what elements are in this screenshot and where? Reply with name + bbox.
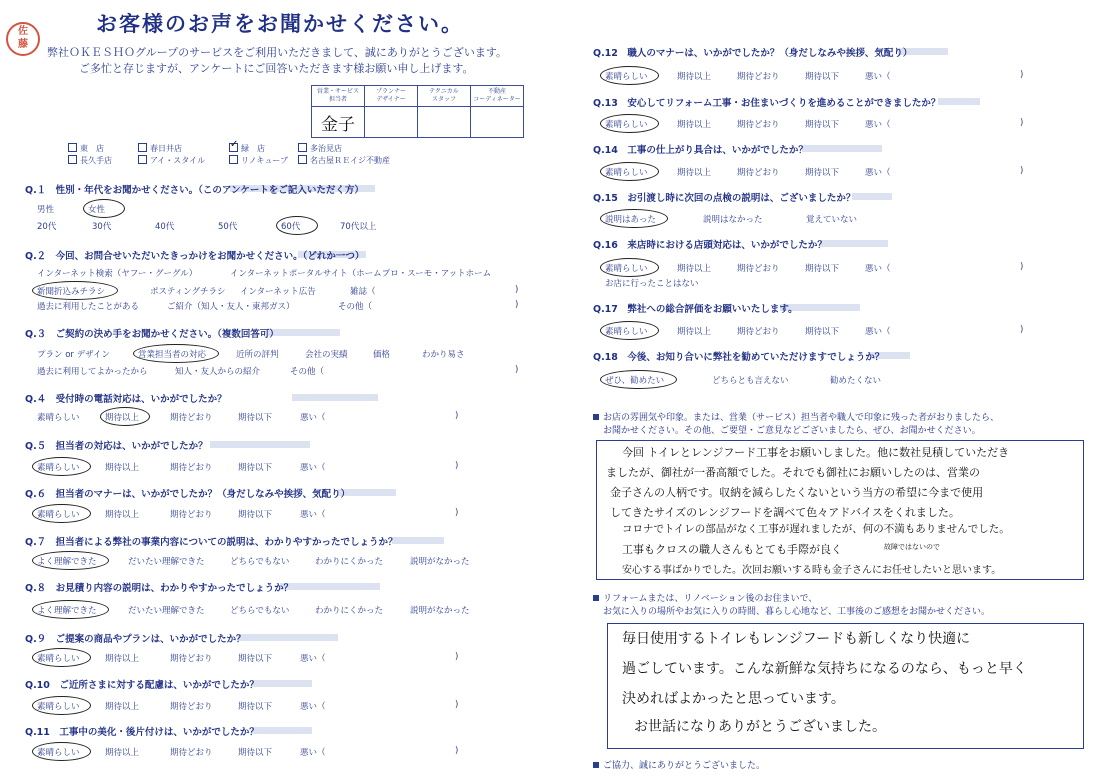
selected-answer-circle	[32, 696, 91, 715]
option-paren-close: )	[1020, 70, 1024, 80]
comment1-line: 金子さんの人柄です。収納を減らしたくないという当方の希望に今まで使用	[610, 486, 984, 499]
answer-option[interactable]: 素晴らしい	[605, 264, 648, 274]
answer-option[interactable]: 過去に利用してよかったから	[37, 367, 148, 377]
question-text: Q.10 ご近所さまに対する配慮は、いかがでしたか？	[25, 680, 259, 691]
answer-option[interactable]: 雑誌（	[350, 287, 376, 297]
answer-option[interactable]: 期待どおり	[737, 72, 780, 82]
store-option[interactable]: 名古屋ＲＥイジ不動産	[298, 155, 390, 166]
answer-option[interactable]: 素晴らしい	[37, 463, 80, 473]
question-text: Q.５ 担当者の対応は、いかがでしたか？	[25, 441, 208, 452]
answer-option[interactable]: 素晴らしい	[37, 702, 80, 712]
answer-option[interactable]: 説明がなかった	[410, 606, 470, 616]
answer-option[interactable]: 価格	[373, 350, 391, 360]
square-bullet-icon	[593, 762, 599, 768]
comment1-line: ましたが、御社が一番高額でした。それでも御社にお願いしたのは、営業の	[606, 466, 980, 479]
question-highlight-bar	[292, 394, 378, 401]
answer-option[interactable]: 期待以下	[805, 168, 840, 178]
answer-option[interactable]: 期待以上	[105, 510, 140, 520]
question-text: Q.11 工事中の美化・後片付けは、いかがでしたか？	[25, 727, 259, 738]
answer-option[interactable]: 期待以上	[677, 264, 712, 274]
answer-option[interactable]: 悪い（	[865, 327, 891, 337]
selected-answer-circle	[32, 742, 91, 761]
answer-option[interactable]: 悪い（	[300, 463, 326, 473]
answer-option[interactable]: 期待どおり	[737, 264, 780, 274]
answer-option[interactable]: どちらでもない	[230, 557, 290, 567]
question-text: Q.８ お見積り内容の説明は、わかりやすかったでしょうか？	[25, 583, 294, 594]
answer-option[interactable]: 期待どおり	[170, 654, 213, 664]
footer-thanks: ご協力、誠にありがとうございました。	[593, 760, 765, 773]
answer-option[interactable]: 期待以下	[238, 463, 273, 473]
checkbox-icon[interactable]	[138, 143, 147, 152]
staff-header-technical: テクニカル スタッフ	[418, 86, 471, 107]
answer-option[interactable]: 会社の実績	[305, 350, 348, 360]
answer-option[interactable]: 悪い（	[865, 120, 891, 130]
answer-option[interactable]: 30代	[92, 222, 112, 232]
answer-option[interactable]: だいたい理解できた	[128, 557, 205, 567]
answer-option[interactable]: 期待どおり	[737, 327, 780, 337]
answer-option[interactable]: 素晴らしい	[605, 72, 648, 82]
option-paren-close: )	[515, 285, 519, 295]
answer-option[interactable]: どちらとも言えない	[712, 376, 789, 386]
answer-option[interactable]: よく理解できた	[37, 606, 97, 616]
answer-option[interactable]: プラン or デザイン	[37, 350, 111, 360]
checkbox-icon[interactable]	[68, 155, 77, 164]
answer-option[interactable]: 期待以上	[677, 327, 712, 337]
answer-option[interactable]: 期待どおり	[170, 702, 213, 712]
answer-option[interactable]: 20代	[37, 222, 57, 232]
question-text: Q.２ 今回、お問合せいただいたきっかけをお聞かせください。（どれか一つ）	[25, 251, 365, 262]
answer-option[interactable]: 知人・友人からの紹介	[175, 367, 261, 377]
comment2-line: 過ごしています。こんな新鮮な気持ちになるのなら、もっと早く	[622, 661, 1027, 677]
selected-answer-circle	[100, 407, 150, 426]
answer-option[interactable]: 期待以下	[805, 327, 840, 337]
answer-option[interactable]: 期待以下	[805, 264, 840, 274]
answer-option[interactable]: 素晴らしい	[37, 413, 80, 423]
selected-answer-circle	[600, 321, 659, 340]
answer-option[interactable]: 悪い（	[300, 510, 326, 520]
answer-option[interactable]: 期待以下	[238, 748, 273, 758]
selected-answer-circle	[600, 66, 659, 85]
option-paren-close: )	[515, 300, 519, 310]
checkbox-icon[interactable]	[68, 143, 77, 152]
answer-option[interactable]: ご紹介（知人・友人・東邦ガス）	[167, 302, 295, 312]
checkbox-icon[interactable]	[229, 155, 238, 164]
answer-option[interactable]: 期待以下	[238, 413, 273, 423]
option-paren-close: )	[455, 652, 459, 662]
comment1-line: 安心する事ばかりでした。次回お願いする時も金子さんにお任せしたいと思います。	[622, 565, 1002, 576]
staff-value-sales[interactable]: 金子	[312, 107, 365, 138]
answer-option[interactable]: 悪い（	[300, 654, 326, 664]
answer-option[interactable]: 期待以上	[105, 413, 140, 423]
selected-answer-circle	[32, 600, 109, 619]
comment1-line: コロナでトイレの部品がなく工事が遅れましたが、何の不満もありませんでした。	[622, 523, 1010, 535]
selected-answer-circle	[32, 551, 109, 570]
comment2-prompt: リフォームまたは、リノベーション後のお住まいで、 お気に入りの場所やお気に入りの時間、暮らし心地など、工事後のご感想をお聞かせください。	[593, 593, 990, 619]
checkbox-icon[interactable]	[298, 155, 307, 164]
answer-option[interactable]: 60代	[281, 222, 301, 232]
answer-option[interactable]: 期待どおり	[170, 413, 213, 423]
answer-option[interactable]: 期待以上	[105, 463, 140, 473]
answer-option[interactable]: 悪い（	[300, 748, 326, 758]
comment1-line: 今回 トイレとレンジフード工事をお願いしました。他に数社見積していただき	[622, 446, 1010, 459]
question-text: Q.３ ご契約の決め手をお聞かせください。（複数回答可）	[25, 329, 279, 340]
question-text: Q.15 お引渡し時に次回の点検の説明は、ございましたか？	[593, 193, 856, 204]
staff-header-planner: プランナー デザイナー	[365, 86, 418, 107]
answer-option[interactable]: わかりにくかった	[315, 606, 384, 616]
selected-answer-circle	[600, 258, 659, 277]
selected-answer-circle	[276, 216, 318, 235]
store-option[interactable]: 春日井店	[138, 143, 182, 154]
comment1-line: してきたサイズのレンジフードを調べて色々アドバイスをくれました。	[610, 506, 960, 519]
answer-option[interactable]: 悪い（	[865, 72, 891, 82]
answer-option[interactable]: インターネット広告	[240, 287, 316, 297]
intro-line-2: ご多忙と存じますが、アンケートにご回答いただきます様お願い申し上げます。	[79, 62, 474, 75]
option-paren-close: )	[455, 746, 459, 756]
answer-option[interactable]: どちらでもない	[230, 606, 290, 616]
seal-stamp: 佐藤	[6, 22, 40, 56]
answer-option[interactable]: 期待以下	[238, 510, 273, 520]
answer-option[interactable]: その他（	[338, 302, 373, 312]
answer-option[interactable]: 期待以下	[238, 702, 273, 712]
option-paren-close: )	[515, 365, 519, 375]
answer-option[interactable]: 素晴らしい	[37, 654, 80, 664]
answer-option[interactable]: 覚えていない	[806, 215, 858, 225]
selected-answer-circle	[600, 370, 677, 389]
answer-option[interactable]: 女性	[88, 205, 106, 215]
store-option[interactable]: 東 店	[68, 143, 104, 154]
option-paren-close: )	[1020, 166, 1024, 176]
question-text: Q.16 来店時における店頭対応は、いかがでしたか？	[593, 240, 827, 251]
question-highlight-bar	[802, 145, 882, 152]
answer-option[interactable]: 期待以上	[677, 72, 712, 82]
question-text: Q.17 弊社への総合評価をお願いいたします。	[593, 304, 798, 315]
intro-line-1: 弊社ＯＫＥＳＨＯグループのサービスをご利用いただきまして、誠にありがとうございます。	[47, 46, 508, 59]
question-text: Q.13 安心してリフォーム工事・お住まいづくりを進めることができましたか？	[593, 98, 941, 109]
comment1-line: 工事もクロスの職人さんもとても手際が良く	[622, 543, 842, 556]
answer-option[interactable]: 悪い（	[300, 702, 326, 712]
answer-option[interactable]: 営業担当者の対応	[138, 350, 207, 360]
answer-option[interactable]: 悪い（	[865, 264, 891, 274]
option-paren-close: )	[1020, 325, 1024, 335]
checkbox-checked-icon[interactable]: ✓	[230, 139, 239, 150]
answer-option[interactable]: 期待以下	[805, 120, 840, 130]
answer-option[interactable]: 期待どおり	[737, 168, 780, 178]
comment1-prompt: お店の雰囲気や印象。または、営業（サービス）担当者や職人で印象に残った者がおりましたら、 お聞かせください。その他、ご要望・ご意見などございましたら、ぜひ、お聞かせください。	[593, 412, 999, 438]
staff-header-realestate: 不動産 コーディネーター	[471, 86, 524, 107]
answer-option[interactable]: 期待以上	[677, 120, 712, 130]
store-option[interactable]: アイ・スタイル	[138, 155, 205, 166]
answer-option[interactable]: 説明はあった	[605, 215, 656, 225]
selected-answer-circle	[32, 457, 91, 476]
store-option[interactable]: 長久手店	[68, 155, 112, 166]
selected-answer-circle	[133, 344, 219, 363]
selected-answer-circle	[32, 504, 91, 523]
answer-option[interactable]: インターネットポータルサイト（ホームプロ・スーモ・アットホーム	[230, 269, 492, 279]
comment2-line: 決めればよかったと思っています。	[622, 691, 845, 707]
selected-answer-circle	[32, 281, 118, 300]
question-text: Q.14 工事の仕上がり具合は、いかがでしたか？	[593, 145, 808, 156]
answer-option[interactable]: 男性	[37, 205, 55, 215]
selected-answer-circle	[600, 162, 659, 181]
store-option[interactable]: 多治見店	[298, 143, 342, 154]
answer-option[interactable]: 悪い（	[300, 413, 326, 423]
question-highlight-bar	[252, 680, 312, 687]
question-text: Q.18 今後、お知り合いに弊社を勧めていただけますでしょうか？	[593, 352, 885, 363]
answer-option[interactable]: ぜひ、勧めたい	[605, 376, 665, 386]
answer-option[interactable]: 過去に利用したことがある	[37, 302, 140, 312]
question-text: Q.１ 性別・年代をお聞かせください。（このアンケートをご記入いただく方）	[25, 185, 364, 196]
answer-option[interactable]: 悪い（	[865, 168, 891, 178]
question-highlight-bar	[238, 634, 338, 641]
store-option[interactable]: リノキューブ	[229, 155, 288, 166]
answer-option[interactable]: だいたい理解できた	[128, 606, 205, 616]
answer-option[interactable]: 期待以下	[238, 654, 273, 664]
answer-option[interactable]: 近所の評判	[236, 350, 279, 360]
question-highlight-bar	[252, 727, 312, 734]
question-text: Q.９ ご提案の商品やプランは、いかがでしたか？	[25, 634, 246, 645]
question-highlight-bar	[820, 240, 888, 247]
question-text: Q.７ 担当者による弊社の事業内容についての説明は、わかりやすかったでしょうか？	[25, 537, 398, 548]
answer-option[interactable]: 期待以上	[105, 702, 140, 712]
answer-option[interactable]: 期待どおり	[737, 120, 780, 130]
option-paren-close: )	[455, 700, 459, 710]
answer-option[interactable]: 期待どおり	[170, 463, 213, 473]
answer-option[interactable]: 期待以下	[805, 72, 840, 82]
comment1-insert: 故障ではないので	[884, 543, 940, 551]
answer-option[interactable]: 素晴らしい	[605, 168, 648, 178]
answer-option[interactable]: 期待以上	[105, 654, 140, 664]
staff-header-sales: 営業・サービス 担当者	[312, 86, 365, 107]
question-highlight-bar	[852, 193, 892, 200]
option-paren-close: )	[1020, 118, 1024, 128]
option-paren-close: )	[455, 461, 459, 471]
answer-option[interactable]: 説明がなかった	[410, 557, 470, 567]
store-option[interactable]: ✓ 緑 店	[230, 139, 265, 153]
selected-answer-circle	[600, 114, 659, 133]
answer-option[interactable]: 期待以上	[677, 168, 712, 178]
question-text: Q.６ 担当者のマナーは、いかがでしたか？（身だしなみや挨拶、気配り）	[25, 489, 351, 500]
option-paren-close: )	[455, 508, 459, 518]
answer-option[interactable]: 素晴らしい	[37, 748, 80, 758]
question-text: Q.４ 受付時の電話対応は、いかがでしたか？	[25, 394, 227, 405]
question-highlight-bar	[938, 98, 980, 105]
selected-answer-circle	[83, 199, 125, 218]
answer-option[interactable]: 期待どおり	[170, 510, 213, 520]
page-title: お客様のお声をお聞かせください。	[96, 12, 464, 36]
answer-option[interactable]: 50代	[218, 222, 238, 232]
option-paren-close: )	[1020, 262, 1024, 272]
answer-option[interactable]: わかり易さ	[422, 350, 465, 360]
answer-option[interactable]: よく理解できた	[37, 557, 97, 567]
answer-option[interactable]: お店に行ったことはない	[605, 279, 699, 289]
selected-answer-circle	[32, 648, 91, 667]
question-highlight-bar	[280, 583, 380, 590]
answer-option[interactable]: 新聞折込みチラシ	[37, 287, 106, 297]
checkbox-icon[interactable]	[138, 155, 147, 164]
square-bullet-icon	[593, 595, 599, 601]
selected-answer-circle	[600, 209, 668, 228]
comment2-line: お世話になりありがとうございました。	[634, 719, 886, 735]
answer-option[interactable]: インターネット検索（ヤフー・グーグル）	[37, 269, 198, 279]
answer-option[interactable]: 素晴らしい	[605, 120, 648, 130]
option-paren-close: )	[455, 411, 459, 421]
answer-option[interactable]: 素晴らしい	[37, 510, 80, 520]
comment2-line: 毎日使用するトイレもレンジフードも新しくなり快適に	[622, 631, 971, 647]
square-bullet-icon	[593, 414, 599, 420]
answer-option[interactable]: 70代以上	[340, 222, 377, 232]
question-text: Q.12 職人のマナーは、いかがでしたか？（身だしなみや挨拶、気配り）	[593, 48, 913, 59]
checkbox-icon[interactable]	[298, 143, 307, 152]
question-highlight-bar	[210, 441, 310, 448]
answer-option[interactable]: 勧めたくない	[830, 376, 882, 386]
answer-option[interactable]: 素晴らしい	[605, 327, 648, 337]
answer-option[interactable]: 期待どおり	[170, 748, 213, 758]
answer-option[interactable]: ポスティングチラシ	[150, 287, 226, 297]
answer-option[interactable]: 説明はなかった	[703, 215, 763, 225]
answer-option[interactable]: わかりにくかった	[315, 557, 384, 567]
question-highlight-bar	[392, 537, 444, 544]
answer-option[interactable]: その他（	[290, 367, 325, 377]
answer-option[interactable]: 期待以上	[105, 748, 140, 758]
answer-option[interactable]: 40代	[155, 222, 175, 232]
